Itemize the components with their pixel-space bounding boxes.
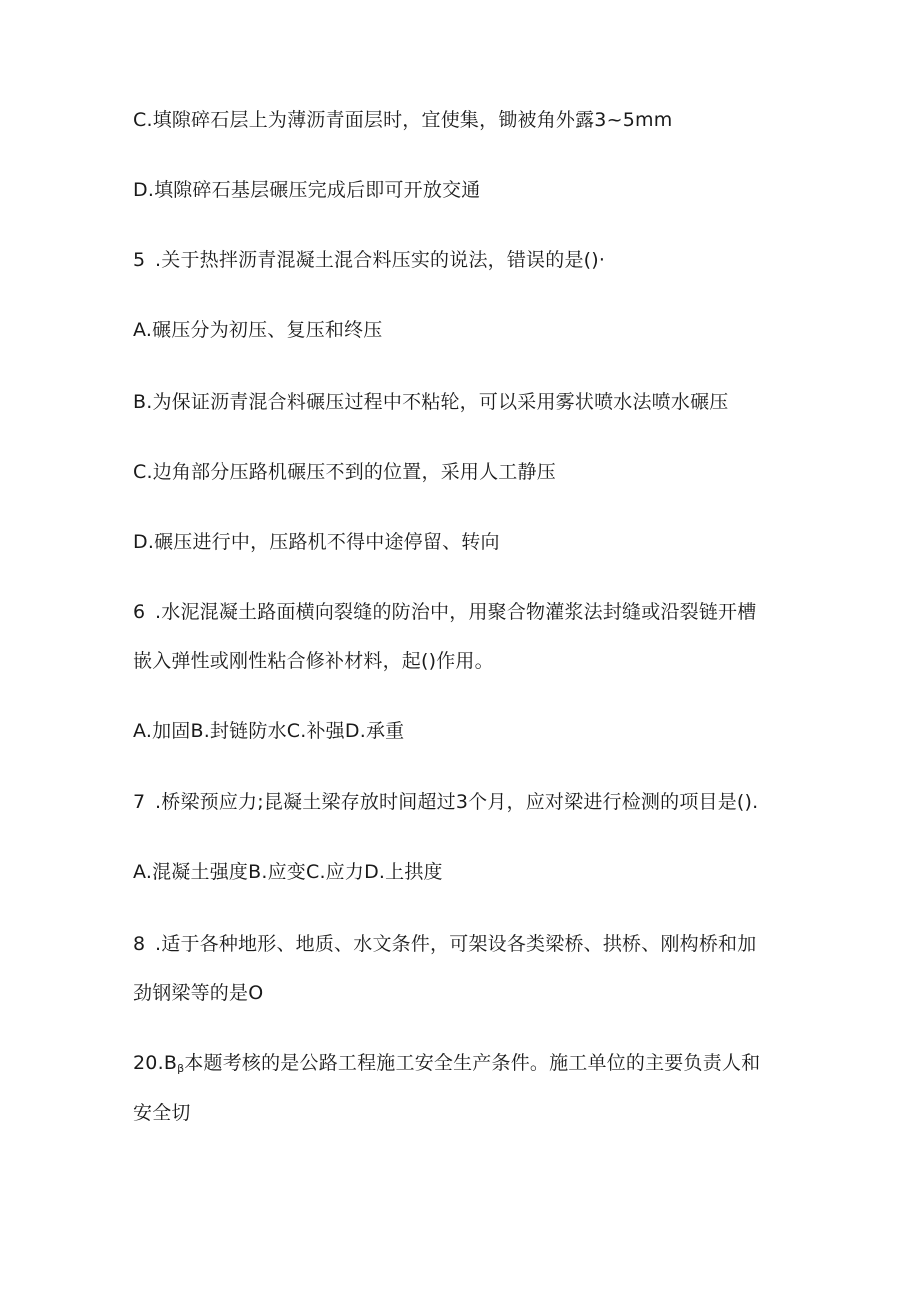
question-text: .水泥混凝土路面横向裂缝的防治中，用聚合物灌浆法封缝或沿裂链开槽: [155, 601, 757, 623]
option-d-q4: [133, 178, 480, 202]
question-text: .关于热拌沥青混凝土混合料压实的说法，错误的是()·: [155, 249, 606, 271]
question-number: 7: [133, 791, 146, 813]
question-7: [133, 790, 758, 814]
question-6-continued: [133, 649, 494, 673]
question-number: 6: [133, 601, 146, 623]
option-b-q5: [133, 390, 728, 414]
question-5: [133, 248, 605, 272]
line-text: 安全切: [133, 1102, 191, 1124]
question-text: .桥梁预应力;昆凝土梁存放时间超过3个月，应对梁进行检测的项目是().: [155, 791, 759, 813]
option-c-q4: [133, 108, 672, 132]
line-text: A.加固B.封链防水C.补强D.承重: [133, 720, 405, 742]
options-q6: [133, 719, 404, 743]
beta-subscript: β: [177, 1062, 185, 1075]
option-a-q5: [133, 318, 383, 342]
line-text: 劲钢梁等的是O: [133, 982, 264, 1004]
answer-text: 本题考核的是公路工程施工安全生产条件。施工单位的主要负责人和: [184, 1052, 761, 1074]
answer-prefix: 20.B: [133, 1052, 178, 1074]
options-q7: [133, 860, 443, 884]
answer-20-continued: [133, 1101, 191, 1125]
question-number: 8: [133, 933, 146, 955]
line-text: 嵌入弹性或刚性粘合修补材料，起()作用。: [133, 650, 494, 672]
question-8-continued: [133, 981, 263, 1005]
option-c-q5: [133, 460, 556, 484]
line-text: B.为保证沥青混合料碾压过程中不粘轮，可以采用雾状喷水法喷水碾压: [133, 391, 729, 413]
question-text: .适于各种地形、地质、水文条件，可架设各类梁桥、拱桥、刚构桥和加: [155, 933, 757, 955]
option-d-q5: [133, 530, 500, 554]
question-6: [133, 600, 756, 624]
question-number: 5: [133, 249, 146, 271]
line-text: D.碾压进行中，压路机不得中途停留、转向: [133, 531, 500, 553]
line-text: A.碾压分为初压、复压和终压: [133, 319, 383, 341]
answer-20: [133, 1051, 760, 1081]
line-text: C.边角部分压路机碾压不到的位置，采用人工静压: [133, 461, 556, 483]
line-text: D.填隙碎石基层碾压完成后即可开放交通: [133, 179, 481, 201]
line-text: A.混凝土强度B.应变C.应力D.上拱度: [133, 861, 443, 883]
question-8: [133, 932, 756, 956]
line-text: C.填隙碎石层上为薄沥青面层时，宜使集，锄被角外露3~5mm: [133, 109, 673, 131]
